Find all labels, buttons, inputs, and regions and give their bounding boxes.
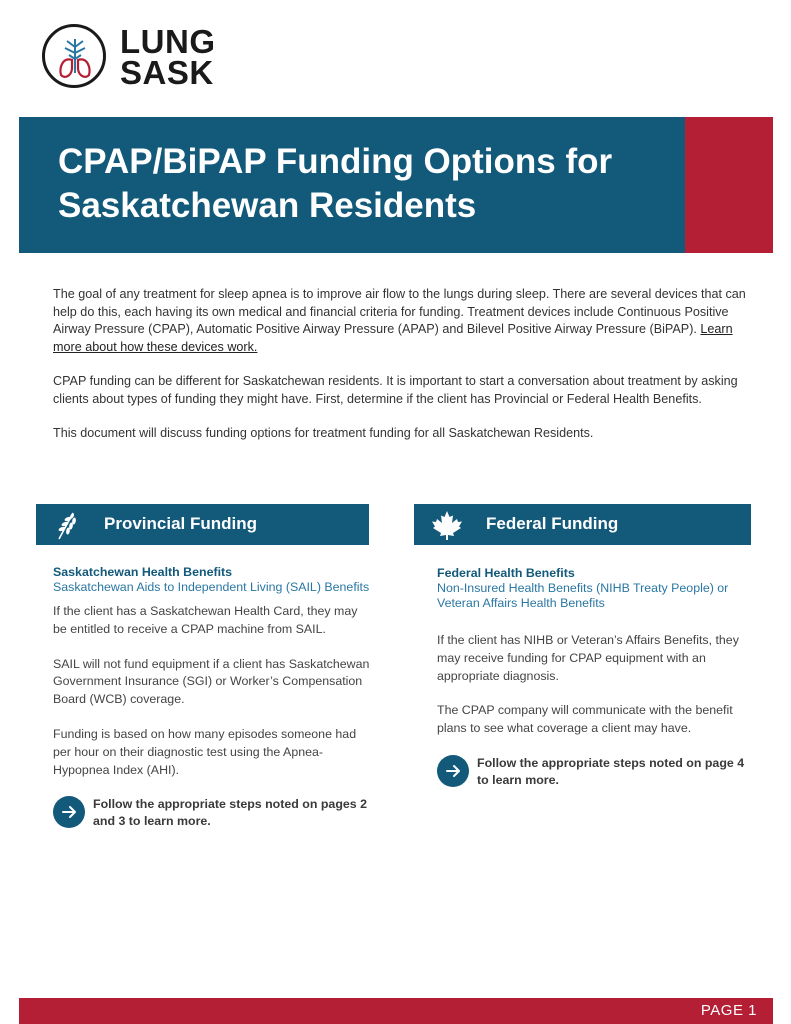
logo-line-1: LUNG — [120, 23, 216, 60]
wheat-icon — [53, 509, 83, 546]
provincial-subheading: Saskatchewan Aids to Independent Living (SAIL) Benefits — [53, 580, 370, 594]
page-number: PAGE 1 — [700, 1002, 757, 1019]
federal-callout — [437, 755, 757, 789]
arrow-right-icon — [53, 796, 85, 828]
intro-paragraph-1 — [53, 286, 753, 356]
maple-leaf-icon — [431, 509, 463, 546]
footer-bar — [19, 998, 773, 1024]
federal-paragraph-2: The CPAP company will communicate with the benefit plans to see what coverage a client may have. — [437, 703, 733, 736]
federal-callout-text: Follow the appropriate steps noted on page 4 to learn more. — [477, 755, 745, 787]
learn-more-link[interactable]: Learn more about how these devices work. — [53, 322, 733, 354]
arrow-right-icon — [437, 755, 469, 787]
intro-paragraph-3: This document will discuss funding options for treatment funding for all Saskatchewan Residents. — [53, 426, 594, 440]
provincial-funding-header — [36, 504, 369, 545]
federal-paragraph-1: If the client has NIHB or Veteran’s Affairs Benefits, they may receive funding for CPAP equipment with an appropriate diagnosis. — [437, 633, 739, 683]
page-title: CPAP/BiPAP Funding Options for Saskatchewan Residents — [58, 142, 613, 225]
provincial-paragraph-1: If the client has a Saskatchewan Health Card, they may be entitled to receive a CPAP machine from SAIL. — [53, 604, 358, 636]
lungs-tree-icon — [42, 24, 106, 88]
lung-sask-logo — [42, 24, 222, 94]
provincial-heading: Saskatchewan Health Benefits — [53, 565, 233, 579]
provincial-funding-column — [53, 565, 373, 830]
federal-subheading: Non-Insured Health Benefits (NIHB Treaty People) or Veteran Affairs Health Benefits — [437, 581, 729, 610]
provincial-paragraph-3: Funding is based on how many episodes someone had per hour on their diagnostic test using the Apnea-Hypopnea Index (AHI). — [53, 726, 357, 777]
logo-line-2: SASK — [120, 54, 214, 91]
intro-text-1: The goal of any treatment for sleep apnea is to improve air flow to the lungs during sleep. There are several devices that can help do this, each having its own medical and financial criteria for funding. Treatment devices include Continuous Positive Airway Pressure (CPAP), Automatic Positive Airway Pressure (APAP) and Bilevel Positive Airway Pressure (BiPAP). — [53, 287, 746, 336]
federal-heading: Federal Health Benefits — [437, 566, 575, 580]
intro-paragraph-2: CPAP funding can be different for Saskatchewan residents. It is important to start a conversation about treatment by asking clients about types of funding they might have. First, determine if the client has Provincial or Federal Health Benefits. — [53, 374, 738, 406]
provincial-callout-text: Follow the appropriate steps noted on pages 2 and 3 to learn more. — [93, 797, 368, 829]
provincial-funding-title: Provincial Funding — [104, 514, 258, 533]
provincial-callout — [53, 796, 373, 830]
federal-funding-title: Federal Funding — [486, 514, 619, 533]
federal-funding-column — [437, 566, 757, 789]
provincial-paragraph-2: SAIL will not fund equipment if a client has Saskatchewan Government Insurance (SGI) or Worker’s Compensation Board (WCB) coverage. — [53, 656, 370, 707]
title-accent-block — [685, 117, 773, 253]
logo-wordmark — [120, 23, 216, 91]
federal-funding-header — [414, 504, 751, 545]
intro-section — [53, 286, 753, 460]
